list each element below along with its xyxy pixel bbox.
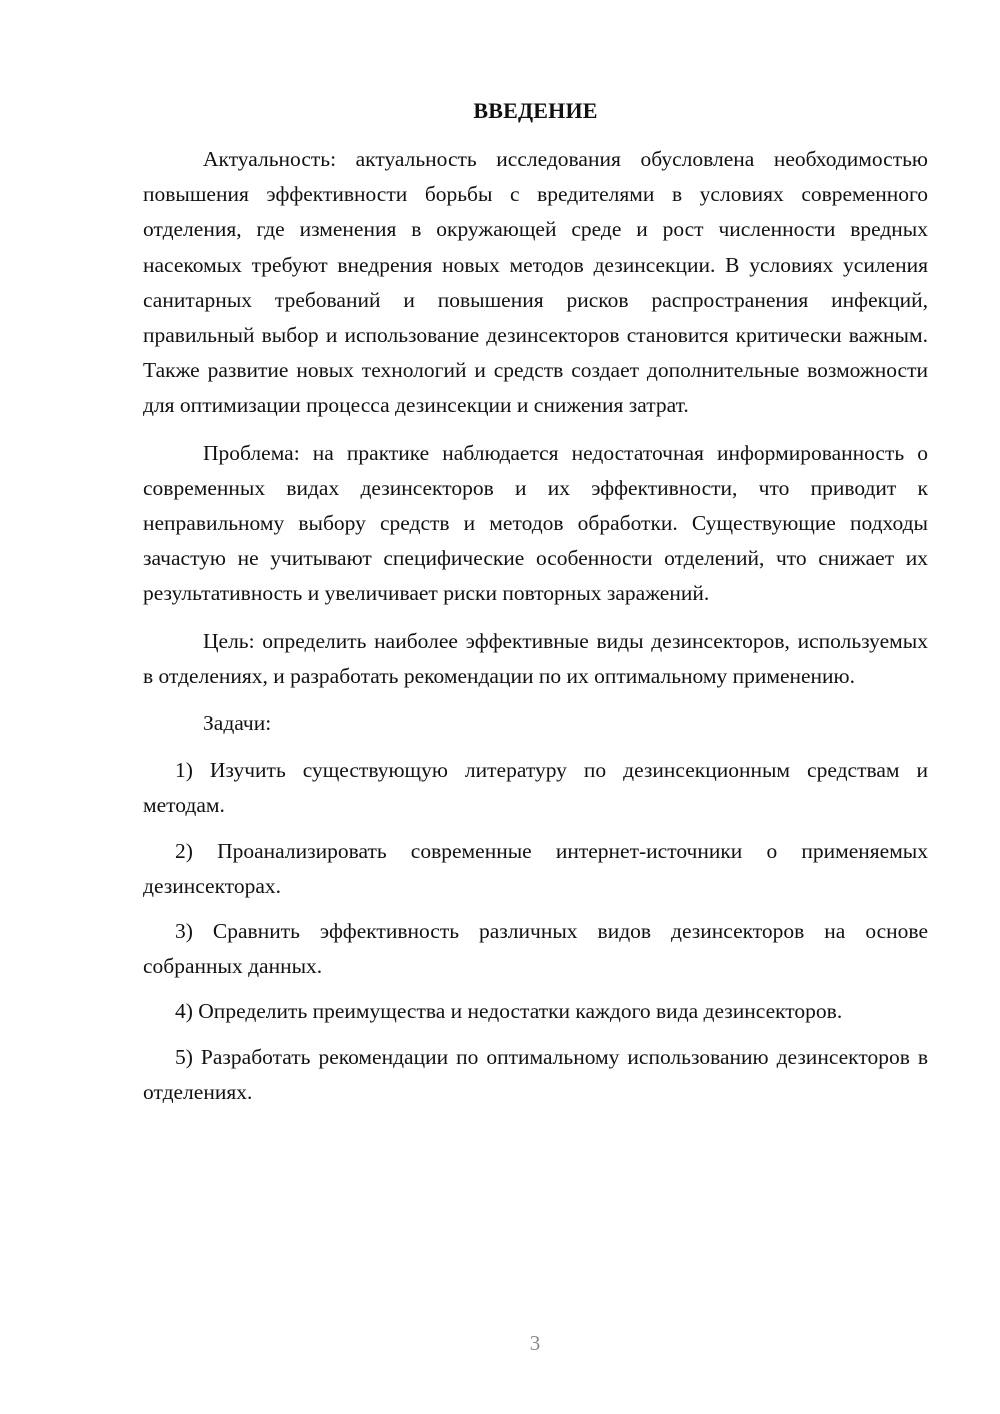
task-item-2: 2) Проанализировать современные интернет-источники о применяемых дезинсекторах. xyxy=(143,838,928,898)
task-item-5: 5) Разработать рекомендации по оптимальному использованию дезинсекторов в отделениях. xyxy=(143,1044,928,1104)
task-item-1: 1) Изучить существующую литературу по дезинсекционным средствам и методам. xyxy=(143,758,928,818)
problem-paragraph: Проблема: на практике наблюдается недостаточная информированность о современных видах дезинсекторов и их эффективности, что приводит к неправильному выбору средств и методов обработки. Существующие подходы зачастую не учитывают специфические особенности отделений, что снижает их результативность и увеличивает риски повторных заражений. xyxy=(143,440,928,606)
relevance-paragraph: Актуальность: актуальность исследования обусловлена необходимостью повышения эффективности борьбы с вредителями в условиях современного отделения, где изменения в окружающей среде и рост численности вредных насекомых требуют внедрения новых методов дезинсекции. В условиях усиления санитарных требований и повышения рисков распространения инфекций, правильный выбор и использование дезинсекторов становится критически важным. Также развитие новых технологий и средств создает дополнительные возможности для оптимизации процесса дезинсекции и снижения затрат. xyxy=(143,147,928,418)
tasks-label: Задачи: xyxy=(203,711,272,736)
page-content xyxy=(143,94,928,1120)
page-number: 3 xyxy=(529,1331,541,1355)
task-item-4: 4) Определить преимущества и недостатки каждого вида дезинсекторов. xyxy=(175,999,843,1024)
section-title: ВВЕДЕНИЕ xyxy=(473,98,598,123)
goal-paragraph: Цель: определить наиболее эффективные виды дезинсекторов, используемых в отделениях, и разработать рекомендации по их оптимальному применению. xyxy=(143,628,928,688)
tasks-list xyxy=(143,753,928,1110)
task-item-3: 3) Сравнить эффективность различных видов дезинсекторов на основе собранных данных. xyxy=(143,919,928,979)
